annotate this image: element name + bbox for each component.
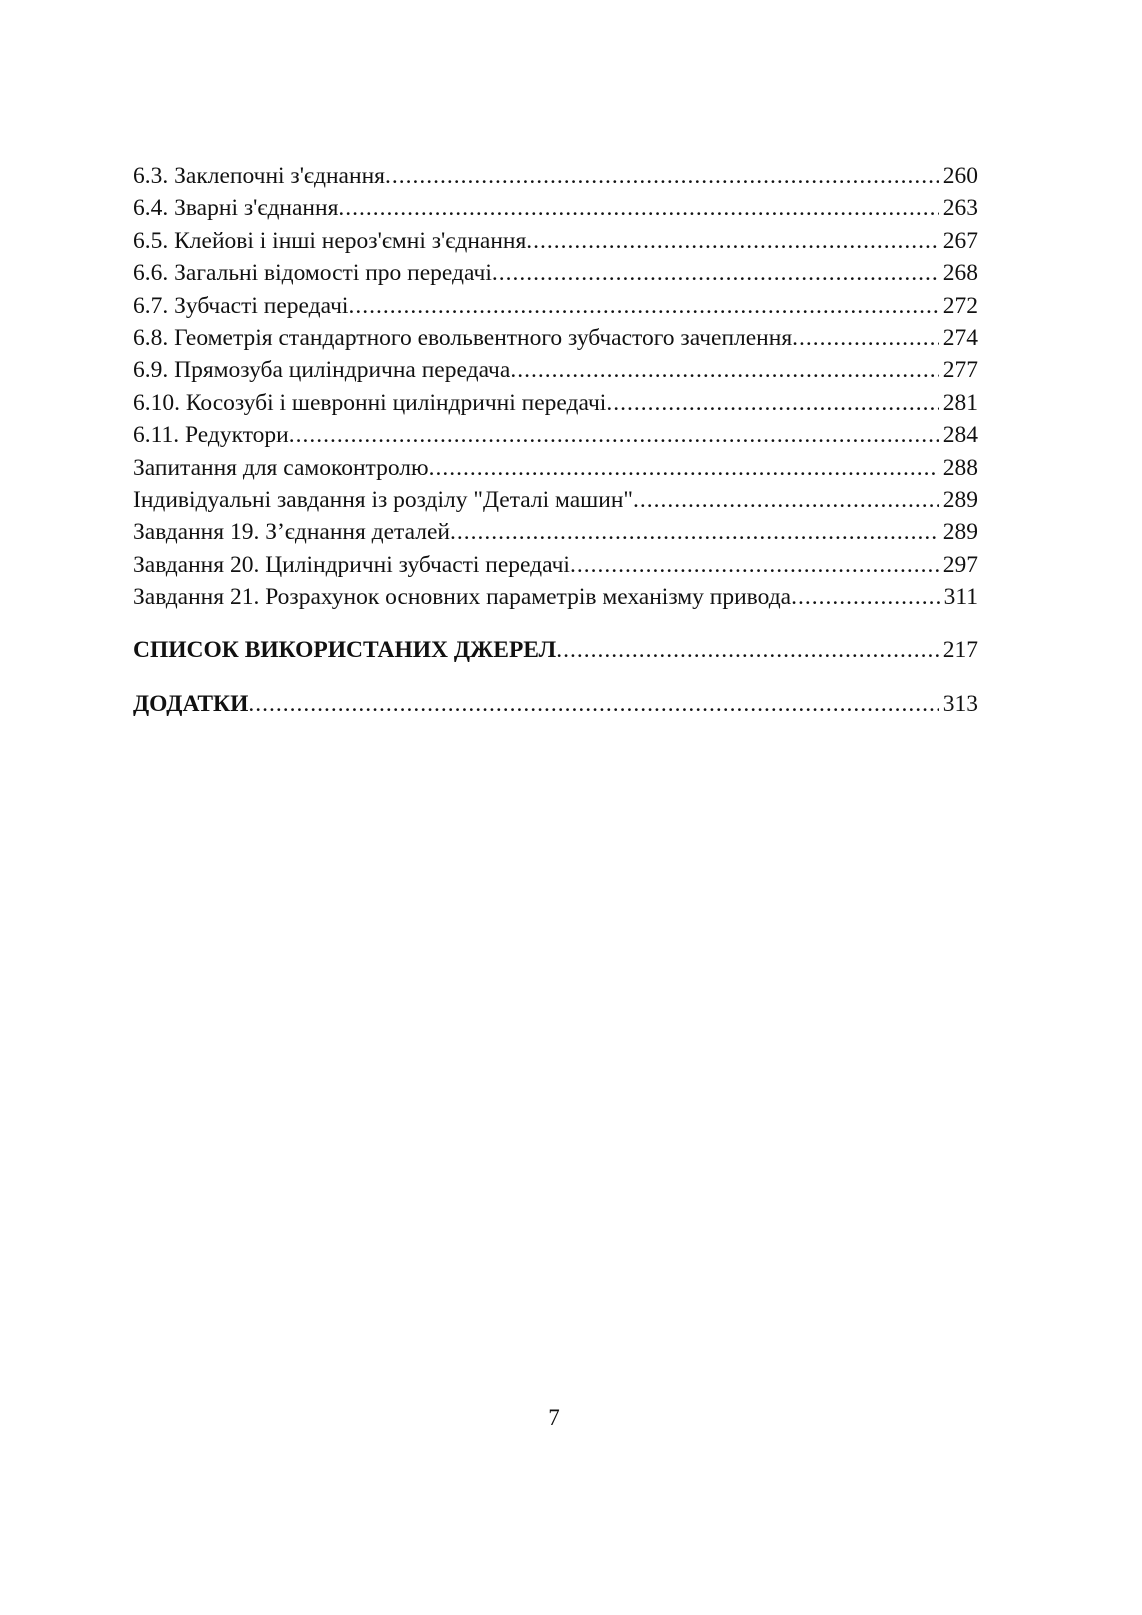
toc-entry-title: Запитання для самоконтролю — [133, 454, 429, 481]
toc-entry-title: 6.11. Редуктори — [133, 422, 289, 449]
dot-leader — [492, 257, 939, 289]
toc-entry-page: 281 — [942, 389, 978, 416]
toc-entry[interactable] — [133, 516, 978, 548]
dot-leader — [450, 516, 939, 548]
toc-entry-page: 313 — [942, 690, 978, 717]
toc-entry-page: 260 — [942, 163, 978, 189]
toc-entry[interactable] — [133, 290, 978, 322]
toc-entry-page: 274 — [942, 324, 978, 351]
dot-leader — [289, 419, 939, 451]
toc-entry-title: 6.10. Косозубі і шевронні циліндричні передачі — [133, 389, 607, 416]
toc-entry[interactable] — [133, 354, 978, 386]
dot-leader — [429, 452, 939, 484]
toc-entry-page: 272 — [942, 292, 978, 319]
dot-leader — [510, 354, 938, 386]
toc-entry-title: Завдання 21. Розрахунок основних параметрів механізму привода — [133, 584, 792, 611]
toc-entry[interactable] — [133, 549, 978, 581]
toc-entry[interactable] — [133, 419, 978, 451]
toc-entry-page: 288 — [942, 454, 978, 481]
toc-entry-title: 6.7. Зубчасті передачі — [133, 292, 349, 319]
toc-entry-page: 267 — [942, 227, 978, 254]
toc-entry-title: 6.8. Геометрія стандартного евольвентного зубчастого зачеплення — [133, 324, 793, 351]
toc-entry[interactable] — [133, 322, 978, 354]
toc-entry-title: 6.6. Загальні відомості про передачі — [133, 260, 492, 287]
toc-entry-title: 6.5. Клейові і інші нероз'ємні з'єднання — [133, 227, 527, 254]
toc-entry[interactable] — [133, 225, 978, 257]
toc-entry-page: 289 — [942, 519, 978, 546]
toc-entry[interactable] — [133, 581, 978, 613]
toc-entry-title: Завдання 20. Циліндричні зубчасті передачі — [133, 551, 570, 578]
toc-entry[interactable] — [133, 634, 978, 666]
dot-leader — [526, 225, 938, 257]
toc-entry[interactable] — [133, 484, 978, 516]
toc-entry-page: 311 — [943, 584, 978, 611]
toc-entry-title: 6.9. Прямозуба циліндрична передача — [133, 357, 511, 384]
toc-entry-title: СПИСОК ВИКОРИСТАНИХ ДЖЕРЕЛ — [133, 637, 557, 664]
dot-leader — [606, 387, 938, 419]
toc-entry-page: 289 — [942, 486, 978, 513]
page-number: 7 — [548, 1405, 560, 1430]
dot-leader — [348, 290, 938, 322]
toc-entry[interactable] — [133, 452, 978, 484]
toc-entry-page: 217 — [942, 637, 978, 664]
toc-entry-title: ДОДАТКИ — [133, 690, 249, 717]
dot-leader — [791, 581, 940, 613]
dot-leader — [792, 322, 939, 354]
dot-leader — [338, 192, 938, 224]
toc-entry-title: 6.3. Заклепочні з'єднання — [133, 163, 385, 189]
dot-leader — [248, 688, 938, 720]
toc-entry[interactable] — [133, 192, 978, 224]
dot-leader — [385, 160, 939, 192]
toc-entry-title: 6.4. Зварні з'єднання — [133, 195, 339, 222]
dot-leader — [556, 634, 939, 666]
toc-entry[interactable] — [133, 387, 978, 419]
toc-entry[interactable] — [133, 257, 978, 289]
toc-entry-title: Індивідуальні завдання із розділу "Деталі машин" — [133, 486, 633, 513]
table-of-contents — [133, 160, 978, 720]
toc-entry-page: 263 — [942, 195, 978, 222]
toc-entry[interactable] — [133, 160, 978, 192]
toc-entry-page: 297 — [942, 551, 978, 578]
toc-entry-page: 284 — [942, 422, 978, 449]
toc-entry-page: 277 — [942, 357, 978, 384]
dot-leader — [633, 484, 939, 516]
toc-entry-page: 268 — [942, 260, 978, 287]
dot-leader — [570, 549, 939, 581]
toc-entry-title: Завдання 19. З’єднання деталей — [133, 519, 450, 546]
toc-entry[interactable] — [133, 688, 978, 720]
